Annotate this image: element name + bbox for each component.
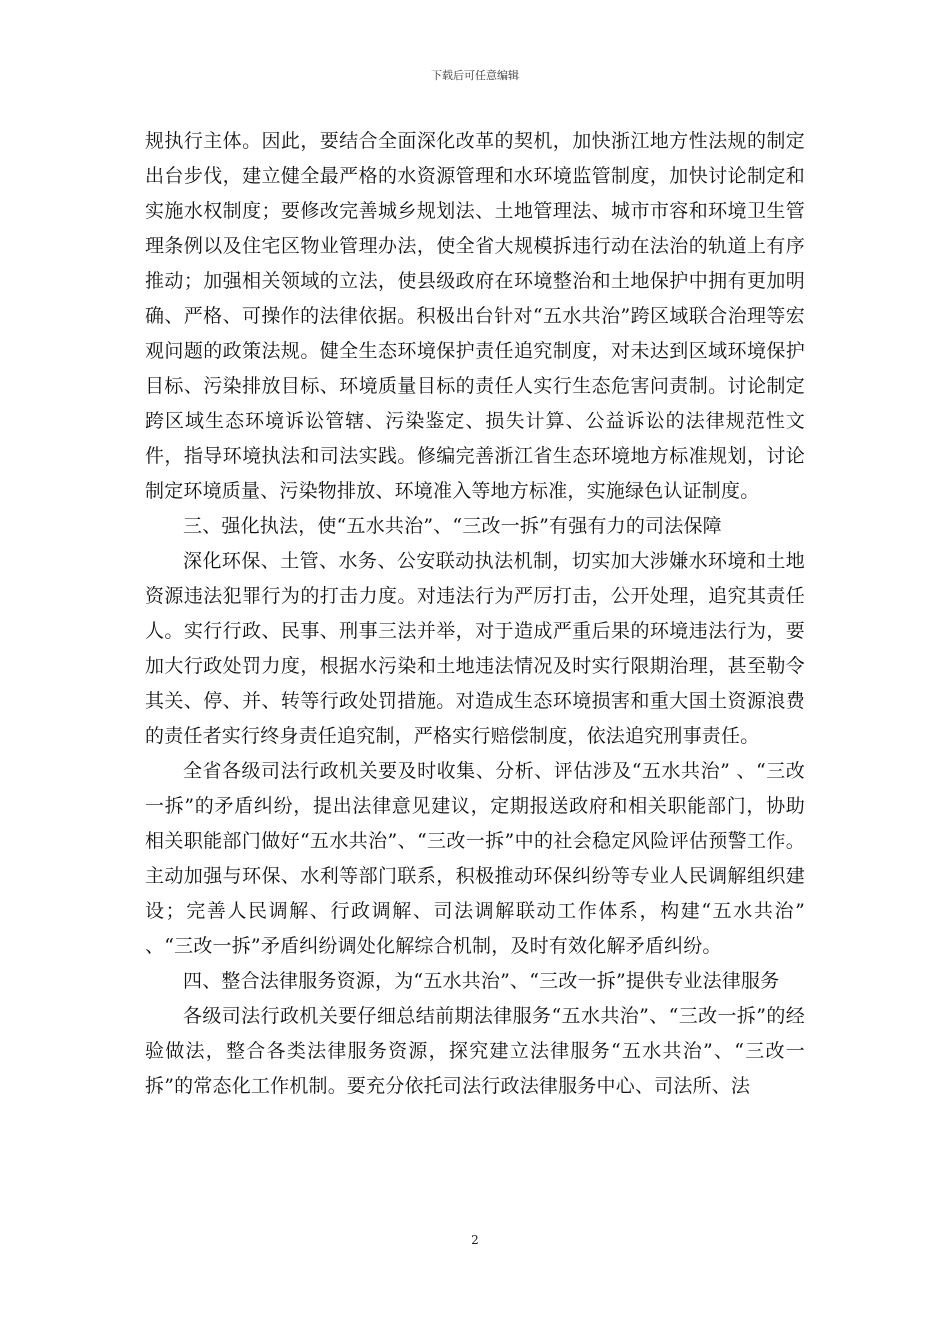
page-number: 2 [471,1233,479,1247]
section-heading-3: 三、强化执法，使“五水共治”、“三改一拆”有强有力的司法保障 [183,515,722,537]
document-body [145,124,805,1104]
section-heading-4: 四、整合法律服务资源，为“五水共治”、“三改一拆”提供专业法律服务 [183,970,780,992]
paragraph-3: 全省各级司法行政机关要及时收集、分析、评估涉及“五水共治” 、“三改一拆”的矛盾纠纷，提出法律意见建议，定期报送政府和相关职能部门，协助相关职能部门做好“五水共治”、“三改一拆”中的社会稳定风险评估预警工作。主动加强与环保、水利等部门联系，积极推动环保纠纷等专业人民调解组织建设；完善人民调解、行政调解、司法调解联动工作体系，构建“五水共治” 、“三改一拆”矛盾纠纷调处化解综合机制，及时有效化解矛盾纠纷。 [145,760,805,957]
paragraph-2: 深化环保、土管、水务、公安联动执法机制，切实加大涉嫌水环境和土地资源违法犯罪行为的打击力度。对违法行为严厉打击，公开处理，追究其责任人。实行行政、民事、刑事三法并举，对于造成严重后果的环境违法行为，要加大行政处罚力度，根据水污染和土地违法情况及时实行限期治理，甚至勒令其关、停、并、转等行政处罚措施。对造成生态环境损害和重大国土资源浪费的责任者实行终身责任追究制，严格实行赔偿制度，依法追究刑事责任。 [145,550,805,747]
paragraph-1: 规执行主体。因此，要结合全面深化改革的契机，加快浙江地方性法规的制定出台步伐，建立健全最严格的水资源管理和水环境监管制度，加快讨论制定和实施水权制度；要修改完善城乡规划法、土地管理法、城市市容和环境卫生管理条例以及住宅区物业管理办法，使全省大规模拆违行动在法治的轨道上有序推动；加强相关领域的立法，使县级政府在环境整治和土地保护中拥有更加明确、严格、可操作的法律依据。积极出台针对“五水共治”跨区域联合治理等宏观问题的政策法规。健全生态环境保护责任追究制度，对未达到区域环境保护目标、污染排放目标、环境质量目标的责任人实行生态危害问责制。讨论制定跨区域生态环境诉讼管辖、污染鉴定、损失计算、公益诉讼的法律规范性文件，指导环境执法和司法实践。修编完善浙江省生态环境地方标准规划，讨论制定环境质量、污染物排放、环境准入等地方标准，实施绿色认证制度。 [145,130,805,502]
page-header: 下载后可任意编辑 [431,69,519,82]
paragraph-4: 各级司法行政机关要仔细总结前期法律服务“五水共治”、“三改一拆”的经验做法，整合各类法律服务资源，探究建立法律服务“五水共治”、“三改一拆”的常态化工作机制。要充分依托司法行政法律服务中心、司法所、法 [145,1005,805,1097]
